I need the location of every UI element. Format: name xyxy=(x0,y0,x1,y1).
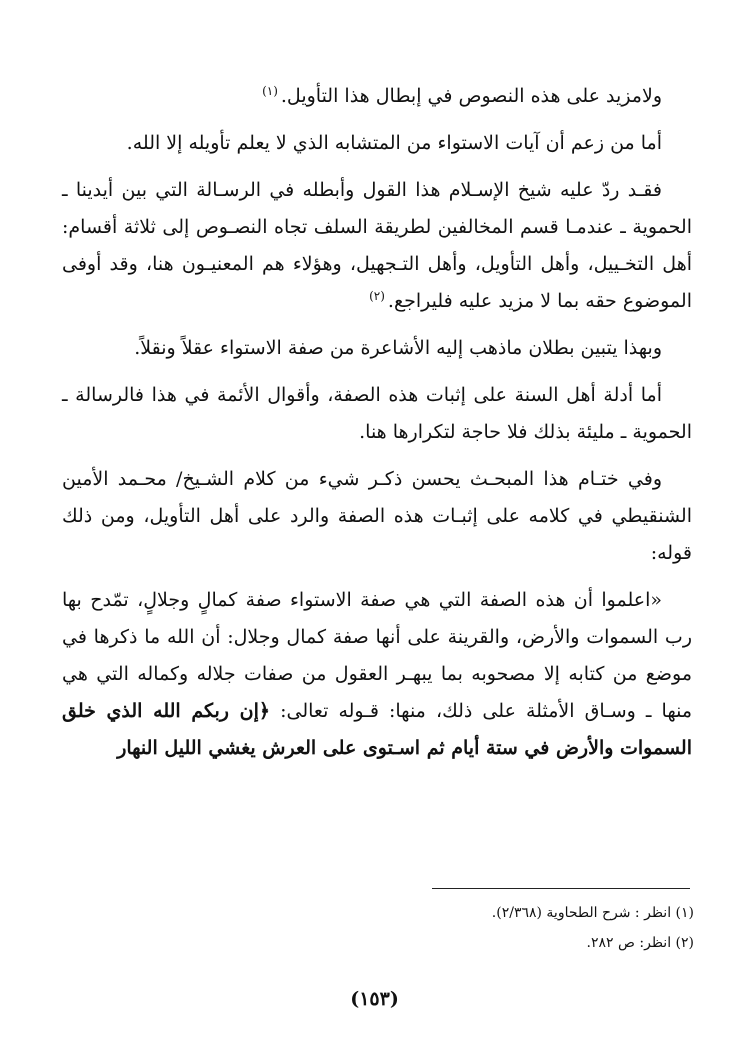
page-body xyxy=(62,78,692,777)
paragraph-2 xyxy=(62,125,692,162)
footnote-ref-2[interactable]: (٢) xyxy=(369,288,385,303)
quran-verse: ﴿إن ربكم الله الذي خلق السموات والأرض في ستة أيام ثم اسـتوى على العرش يغشي الليل النهار xyxy=(62,700,692,759)
paragraph-3-text: فقـد ردّ عليه شيخ الإسـلام هذا القول وأبطله في الرسـالة التي بين أيدينا ـ الحموية ـ عندمـا قسم المخالفين لطريقة السلف تجاه النصـوص إلى ثلاثة أقسام: أهل التخـييل، وأهل التأويل، وأهل التـجهيل، وهؤلاء هم المعنيـون هنا، وقد أوفى الموضوع حقه بما لا مزيد عليه فليراجع. xyxy=(62,179,692,312)
paragraph-3 xyxy=(62,172,692,320)
paragraph-7 xyxy=(62,582,692,767)
paragraph-1 xyxy=(62,78,692,115)
footnote-ref-1[interactable]: (١) xyxy=(262,83,278,98)
footnote-1: (١) انظر : شرح الطحاوية (٢/٣٦٨). xyxy=(491,905,694,921)
page-number: (١٥٣) xyxy=(350,988,399,1010)
paragraph-1-text: ولامزيد على هذه النصوص في إبطال هذا التأويل. xyxy=(280,85,662,107)
paragraph-4-text: وبهذا يتبين بطلان ماذهب إليه الأشاعرة من صفة الاستواء عقلاً ونقلاً. xyxy=(134,337,662,359)
footnote-2: (٢) انظر: ص ٢٨٢. xyxy=(586,935,694,951)
paragraph-7-text: «اعلموا أن هذه الصفة التي هي صفة الاستواء صفة كمالٍ وجلالٍ، تمّدح بها رب السموات والأرض، والقرينة على أنها صفة كمال وجلال: أن الله ما ذكرها في موضع من كتابه إلا مصحوبه بما يبهـر العقول من صفات جلاله وكماله التي هي منها ـ وسـاق الأمثلة على ذلك، منها: قـوله تعالى: xyxy=(62,589,692,722)
paragraph-6-text: وفي ختـام هذا المبحـث يحسن ذكـر شيء من كلام الشـيخ/ محـمد الأمين الشنقيطي في كلامه على إثبـات هذه الصفة والرد على أهل التأويل، ومن ذلك قوله: xyxy=(62,468,692,564)
footnotes xyxy=(432,898,694,958)
paragraph-4 xyxy=(62,330,692,367)
paragraph-5-text: أما أدلة أهل السنة على إثبات هذه الصفة، وأقوال الأئمة في هذا فالرسالة ـ الحموية ـ مليئة بذلك فلا حاجة لتكرارها هنا. xyxy=(62,384,692,443)
paragraph-6 xyxy=(62,461,692,572)
paragraph-2-text: أما من زعم أن آيات الاستواء من المتشابه الذي لا يعلم تأويله إلا الله. xyxy=(126,132,662,154)
footnote-divider xyxy=(432,888,690,889)
paragraph-5 xyxy=(62,377,692,451)
